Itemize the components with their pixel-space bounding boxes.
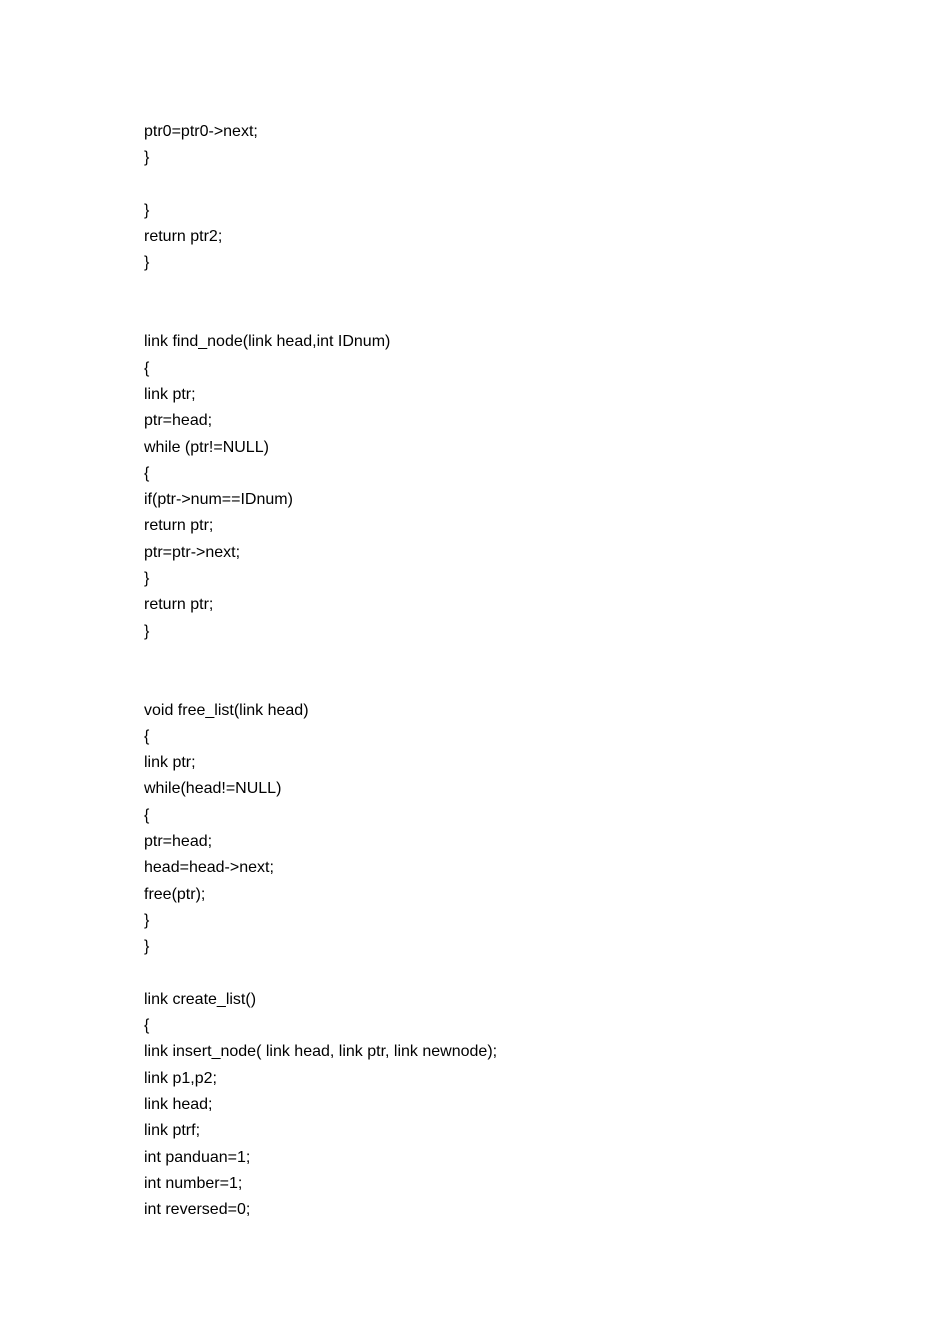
blank-line [144, 645, 497, 671]
code-line: { [144, 359, 150, 377]
blank-line [144, 961, 497, 987]
code-line: ptr0=ptr0->next; [144, 123, 258, 140]
code-line: } [144, 149, 150, 167]
code-line: link find_node(link head,int IDnum) [144, 333, 391, 351]
blank-line [144, 671, 497, 697]
code-line: link ptr; [144, 385, 196, 403]
code-line: void free_list(link head) [144, 701, 309, 719]
code-line: { [144, 1017, 150, 1035]
code-line: } [144, 201, 150, 219]
code-line: { [144, 464, 150, 482]
code-line: { [144, 727, 150, 745]
code-line: int number=1; [144, 1174, 243, 1192]
code-line: ptr=head; [144, 833, 213, 851]
code-line: head=head->next; [144, 859, 274, 877]
code-line: ptr=ptr->next; [144, 543, 241, 561]
blank-line [144, 277, 497, 303]
code-line: } [144, 570, 150, 588]
code-line: } [144, 254, 150, 272]
code-line: link ptr; [144, 754, 196, 772]
code-line: int reversed=0; [144, 1201, 251, 1219]
code-line: } [144, 622, 150, 640]
code-line: link head; [144, 1095, 213, 1113]
code-line: return ptr2; [144, 228, 223, 246]
code-line: } [144, 938, 150, 956]
code-line: link p1,p2; [144, 1069, 217, 1087]
code-line: link create_list() [144, 990, 257, 1008]
code-line: link insert_node( link head, link ptr, link newnode); [144, 1043, 498, 1061]
code-line: return ptr; [144, 517, 214, 535]
code-line: while(head!=NULL) [144, 780, 282, 798]
code-line: if(ptr->num==IDnum) [144, 491, 293, 509]
blank-line [144, 303, 497, 329]
blank-line [144, 172, 497, 198]
code-listing [144, 119, 497, 1223]
code-line: while (ptr!=NULL) [144, 438, 269, 456]
code-line: int panduan=1; [144, 1148, 251, 1166]
code-line: free(ptr); [144, 885, 206, 903]
code-line: { [144, 806, 150, 824]
code-line: } [144, 911, 150, 929]
code-line: link ptrf; [144, 1122, 201, 1140]
code-line: ptr=head; [144, 412, 213, 430]
code-line: return ptr; [144, 596, 214, 614]
